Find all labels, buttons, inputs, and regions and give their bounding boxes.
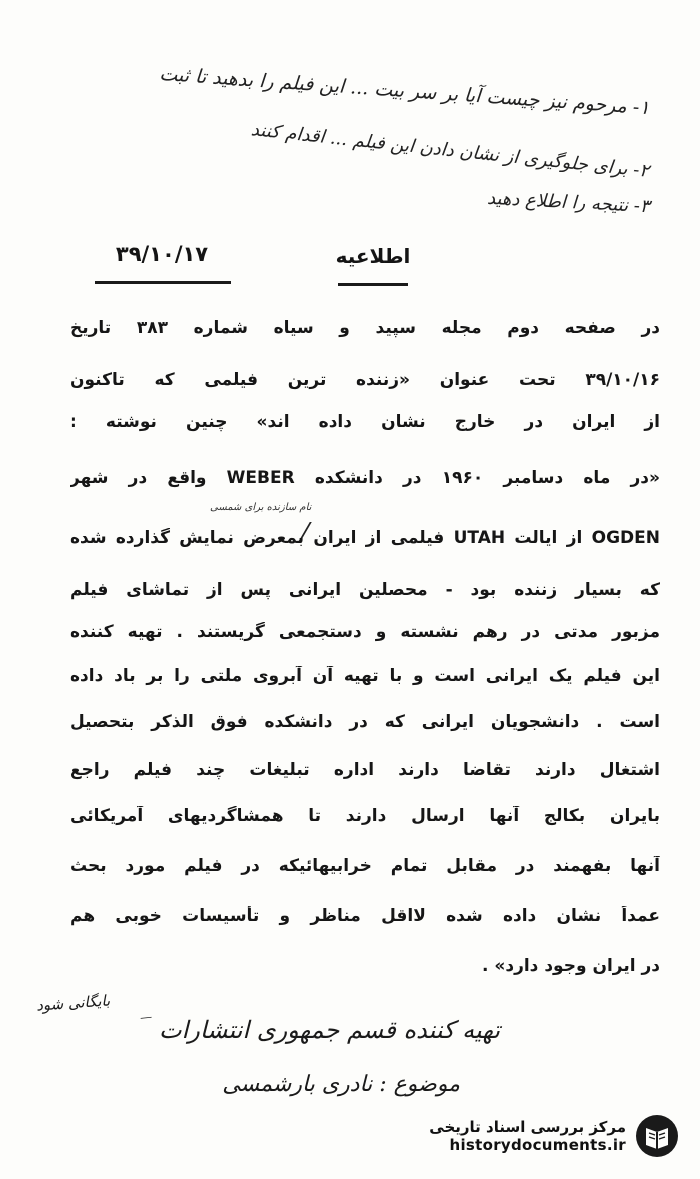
archive-logo — [429, 1113, 680, 1159]
body-line-6: که بسیار زننده بود - محصلین ایرانی پس از تماشای فیلم — [70, 580, 660, 600]
body-line-7: مزبور مدتی در رهم نشسته و دستجمعی گریستند . تهیه کننده — [70, 622, 660, 642]
subject-signature: موضوع : نادری بارشمسی — [222, 1072, 460, 1097]
logo-site: historydocuments.ir — [449, 1136, 626, 1154]
logo-name: مرکز بررسی اسناد تاریخی — [429, 1118, 626, 1136]
body-line-9: است . دانشجویان ایرانی که در دانشکده فوق الذکر بتحصیل — [70, 712, 660, 732]
title-underline — [338, 283, 408, 286]
body-line-11: بایران بکالج آنها ارسال دارند تا همشاگردیهای آمریکائی — [70, 806, 660, 826]
document-date: ۳۹/۱۰/۱۷ — [115, 242, 209, 266]
logo-text — [429, 1118, 626, 1154]
body-line-2: ۳۹/۱۰/۱۶ تحت عنوان «زننده ترین فیلمی که تاکنون — [70, 370, 660, 390]
body-line-3: از ایران در خارج نشان داده اند» چنین نوشته : — [70, 412, 660, 432]
handwritten-note-3: ۳- نتیجه را اطلاع دهید — [486, 187, 651, 218]
body-line-13: عمداً نشان داده شده لااقل مناظر و تأسیسات خوبی هم — [70, 906, 660, 926]
handwritten-note-1: ۱- مرحوم نیز چیست آیا بر سر بیت ... این فیلم را بدهید تا ثبت — [158, 62, 651, 120]
margin-note: بایگانی شود — [35, 991, 111, 1015]
body-line-4: «در ماه دسامبر ۱۹۶۰ در دانشکده WEBER واقع در شهر — [70, 468, 660, 488]
document-title: اطلاعیه — [335, 244, 411, 268]
handwritten-annotation: نام سازنده برای شمسی — [210, 502, 312, 513]
margin-mark: — — [139, 1009, 153, 1025]
body-line-10: اشتغال دارند تقاضا دارند اداره تبلیغات چند فیلم راجع — [70, 760, 660, 780]
body-line-12: آنها بفهمند در مقابل تمام خرابیهائیکه در فیلم مورد بحث — [70, 856, 660, 876]
body-line-14: در ایران وجود دارد» . — [481, 956, 660, 976]
handwritten-note-2: ۲- برای جلوگیری از نشان دادن این فیلم ... اقدام کنند — [249, 119, 651, 182]
date-underline — [95, 281, 231, 284]
body-line-8: این فیلم یک ایرانی است و با تهیه آن آبروی ملتی را بر باد داده — [70, 666, 660, 686]
book-emblem-icon — [634, 1113, 680, 1159]
body-line-1: در صفحه دوم مجله سپید و سیاه شماره ۳۸۳ تاریخ — [70, 318, 660, 338]
preparer-signature: تهیه کننده قسم جمهوری انتشارات — [158, 1016, 500, 1044]
body-line-5: OGDEN از ایالت UTAH فیلمی از ایران بمعرض نمایش گذارده شده — [70, 528, 660, 548]
